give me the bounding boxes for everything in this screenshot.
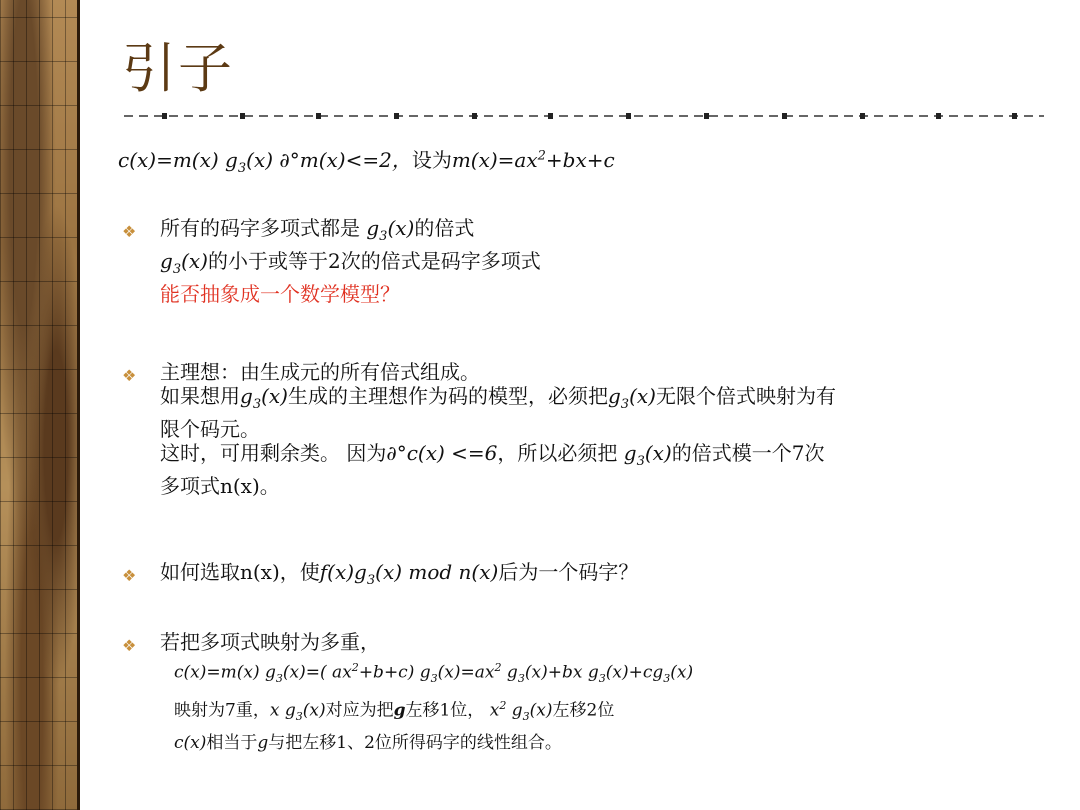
diamond-bullet-icon: ❖ [122, 222, 137, 241]
bullet-2-line-4: 这时，可用剩余类。 因为∂°c(x) <=6，所以必须把 $g_3(x)$的倍式模一个7次 [160, 441, 825, 469]
bullet-1-question: 能否抽象成一个数学模型？ [160, 282, 400, 306]
bullet-2-line-5: 多项式n(x)。 [160, 474, 280, 498]
bullet-4-line-3: 映射为7重，x $g_3(x)$对应为把g左移1位， $x^2$ $g_3(x)$左移2位 [174, 699, 615, 724]
bullet-2-line-2: 如果想用$g_3(x)$生成的主理想作为码的模型，必须把$g_3(x)$无限个倍式映射为有 [160, 384, 836, 412]
decorative-sidebar [0, 0, 80, 810]
bullet-4-line-4: c(x)相当于g与把左移1、2位所得码字的线性组合。 [174, 733, 562, 754]
bullet-1-line-1: 所有的码字多项式都是 $g_3(x)$的倍式 [160, 216, 475, 244]
bullet-2-line-3: 限个码元。 [160, 417, 260, 441]
bullet-4-equation: c(x)=m(x) $g_3(x)=$( $ax^2+b+c$) $g_3(x)=ax^2$ $g_3(x)+bx$ $g_3(x)+cg_3(x)$ [174, 661, 694, 686]
bullet-2-line-1: 主理想：由生成元的所有倍式组成。 [160, 360, 480, 384]
sidebar-edge [77, 0, 80, 810]
bullet-block-4 [160, 630, 1060, 757]
bullet-block-3 [160, 560, 1060, 593]
bullet-3-line-1: 如何选取n(x)，使$f(x)g_3(x)$ mod n(x)后为一个码字？ [160, 560, 639, 588]
slide-title: 引子 [122, 37, 234, 100]
diamond-bullet-icon: ❖ [122, 636, 137, 655]
diamond-bullet-icon: ❖ [122, 366, 137, 385]
bullet-4-line-1: 若把多项式映射为多重， [160, 630, 380, 654]
dashed-divider [124, 110, 1044, 122]
formula-line: c(x)=m(x) $g_3(x)$ ∂°m(x)<=2，设为$m(x)=ax^2+bx+c$ [118, 148, 615, 176]
bullet-1-line-2: $g_3(x)$的小于或等于2次的倍式是码字多项式 [160, 249, 541, 277]
bullet-block-1 [160, 216, 1060, 306]
bullet-block-2 [160, 360, 1060, 498]
diamond-bullet-icon: ❖ [122, 566, 137, 585]
